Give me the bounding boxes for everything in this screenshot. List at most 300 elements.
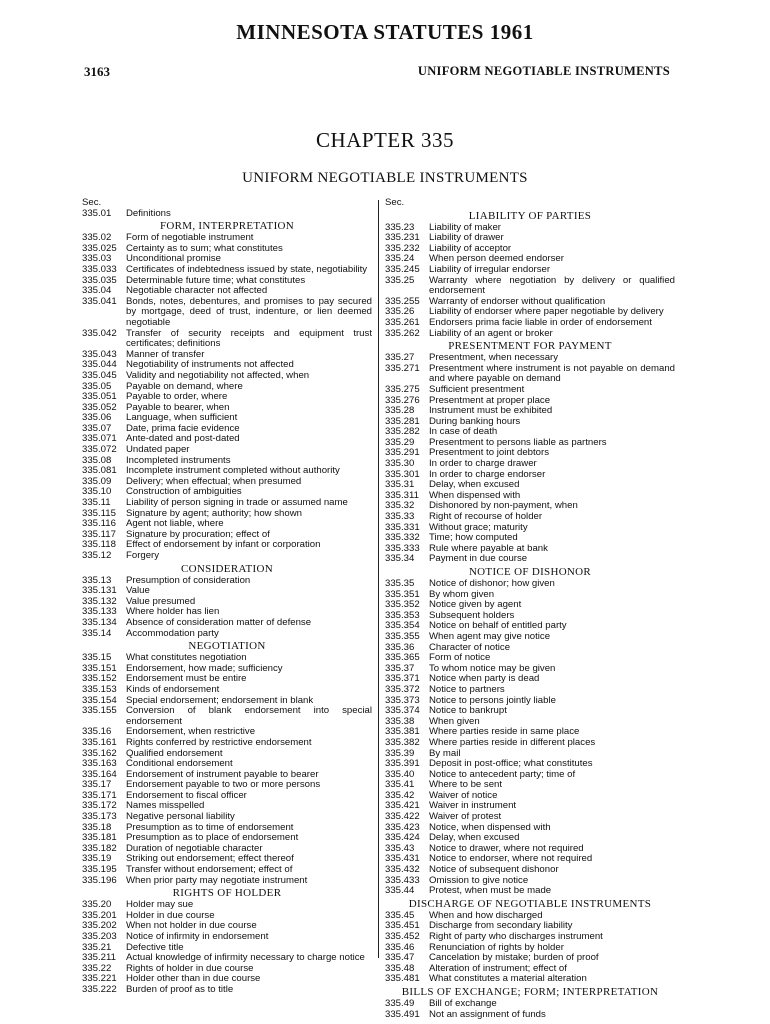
section-number: 335.171 <box>82 789 117 801</box>
section-title: Undated paper <box>126 444 190 456</box>
section-number: 335.173 <box>82 811 117 823</box>
section-number: 335.13 <box>82 574 112 586</box>
section-title: Notice, when dispensed with <box>429 821 551 833</box>
section-number: 335.118 <box>82 539 116 551</box>
section-number: 335.432 <box>385 864 420 876</box>
toc-entry <box>385 579 675 590</box>
section-title: What constitutes a material alteration <box>429 973 587 985</box>
section-number: 335.202 <box>82 920 117 932</box>
section-title: When dispensed with <box>429 489 521 501</box>
section-title: When person deemed endorser <box>429 253 564 265</box>
section-number: 335.133 <box>82 606 117 618</box>
section-number: 335.352 <box>385 599 420 611</box>
toc-entry <box>82 932 372 943</box>
section-number: 335.35 <box>385 578 415 589</box>
section-title: Renunciation of rights by holder <box>429 941 564 953</box>
section-title: Language, when sufficient <box>126 412 238 424</box>
section-number: 335.255 <box>385 295 420 307</box>
toc-entry <box>385 632 675 643</box>
section-number: 335.06 <box>82 412 112 424</box>
section-number: 335.203 <box>82 931 117 942</box>
section-title: Transfer of security receipts and equipment trust certificates; definitions <box>126 327 372 350</box>
running-head: MINNESOTA STATUTES 1961 <box>236 20 534 44</box>
section-number: 335.163 <box>82 758 117 770</box>
toc-entry <box>82 706 372 727</box>
section-number: 335.132 <box>82 595 117 607</box>
toc-entry <box>385 999 675 1010</box>
chapter-subtitle: UNIFORM NEGOTIABLE INSTRUMENTS <box>242 170 528 186</box>
section-title: Presumption as to time of endorsement <box>126 821 294 833</box>
section-title: By whom given <box>429 588 495 600</box>
section-number: 335.18 <box>82 821 112 833</box>
section-number: 335.081 <box>82 465 117 477</box>
section-title: Liability of person signing in trade or assumed name <box>126 497 348 509</box>
section-number: 335.117 <box>82 528 116 540</box>
section-number: 335.131 <box>82 585 117 597</box>
section-number: 335.275 <box>385 383 420 395</box>
section-number: 335.32 <box>385 500 415 512</box>
section-title: Certainty as to sum; what constitutes <box>126 242 283 254</box>
section-number: 335.431 <box>385 853 420 865</box>
section-number: 335.355 <box>385 630 420 642</box>
section-number: 335.46 <box>385 941 415 953</box>
section-title: Right of recourse of holder <box>429 511 543 523</box>
section-title: Payable to bearer, when <box>126 401 230 413</box>
section-title: Construction of ambiguities <box>126 486 242 498</box>
section-number: 335.221 <box>82 973 117 985</box>
section-number: 335.391 <box>385 758 420 770</box>
section-number: 335.351 <box>385 588 420 600</box>
section-title: Presentment to persons liable as partners <box>429 436 607 448</box>
section-title: Waiver of notice <box>429 789 498 801</box>
section-number: 335.422 <box>385 811 420 823</box>
section-title: Where holder has lien <box>126 606 220 618</box>
section-title: Presumption as to place of endorsement <box>126 832 299 844</box>
section-number: 335.071 <box>82 433 117 445</box>
section-title: During banking hours <box>429 415 521 427</box>
section-title: Without grace; maturity <box>429 521 528 533</box>
section-number: 335.196 <box>82 874 117 886</box>
section-number: 335.373 <box>385 694 420 706</box>
section-title: Protest, when must be made <box>429 885 552 897</box>
toc-entry <box>385 265 675 276</box>
section-title: Payment in due course <box>429 553 528 565</box>
section-title: Time; how computed <box>429 532 518 544</box>
section-title: Where parties reside in same place <box>429 726 580 738</box>
section-title: Rights of holder in due course <box>126 962 254 974</box>
section-number: 335.02 <box>82 232 112 244</box>
section-title: Payable to order, where <box>126 391 228 403</box>
section-title: Endorsement payable to two or more persons <box>126 779 321 791</box>
toc-entry <box>385 385 675 396</box>
toc-group-heading: LIABILITY OF PARTIES <box>468 209 592 222</box>
section-title: Delivery; when effectual; when presumed <box>126 475 302 487</box>
section-title: Rule where payable at bank <box>429 542 548 554</box>
section-title: Subsequent holders <box>429 609 515 621</box>
section-title: Where to be sent <box>429 779 503 791</box>
section-number: 335.311 <box>385 489 419 501</box>
toc-entry <box>385 276 675 297</box>
section-title: Accommodation party <box>126 627 219 639</box>
section-title: Where parties reside in different places <box>429 736 596 748</box>
section-title: When agent may give notice <box>429 630 551 642</box>
section-number: 335.232 <box>385 242 420 254</box>
section-number: 335.40 <box>385 768 415 780</box>
section-title: Warranty where negotiation by delivery or qualified endorsement <box>429 274 675 297</box>
section-title: Notice of dishonor; how given <box>429 578 555 589</box>
section-number: 335.332 <box>385 532 420 544</box>
section-title: Liability of acceptor <box>429 242 512 254</box>
section-number: 335.49 <box>385 997 415 1009</box>
section-number: 335.042 <box>82 327 117 339</box>
section-title: Notice when party is dead <box>429 673 540 685</box>
toc-entry <box>385 1010 675 1021</box>
section-number: 335.01 <box>82 207 112 219</box>
section-title: Instrument must be exhibited <box>429 405 553 417</box>
toc-left-column <box>82 198 372 996</box>
toc-entry <box>82 876 372 887</box>
section-number: 335.282 <box>385 426 420 438</box>
section-number: 335.153 <box>82 683 117 695</box>
section-title: In case of death <box>429 426 498 438</box>
section-title: Qualified endorsement <box>126 747 223 759</box>
toc-entry <box>82 685 372 696</box>
toc-entry <box>82 297 372 329</box>
section-title: Date, prima facie evidence <box>126 422 240 434</box>
section-title: Signature by procuration; effect of <box>126 528 270 540</box>
section-title: When not holder in due course <box>126 920 257 932</box>
section-title: Notice of infirmity in endorsement <box>126 931 269 942</box>
section-title: Defective title <box>126 941 184 953</box>
section-number: 335.155 <box>82 705 117 717</box>
section-title: Notice of subsequent dishonor <box>429 864 559 876</box>
sec-label: Sec. <box>385 197 405 208</box>
section-title: Alteration of instrument; effect of <box>429 962 567 974</box>
section-title: Endorsement to fiscal officer <box>126 789 247 801</box>
section-title: Definitions <box>126 207 171 219</box>
section-title: Duration of negotiable character <box>126 842 263 854</box>
section-title: Notice to persons jointly liable <box>429 694 556 706</box>
section-title: Forgery <box>126 550 160 561</box>
section-number: 335.072 <box>82 444 117 456</box>
toc-entry <box>385 364 675 385</box>
section-title: In order to charge drawer <box>429 458 537 470</box>
section-title: In order to charge endorser <box>429 468 546 480</box>
section-title: Waiver of protest <box>429 811 502 823</box>
section-number: 335.301 <box>385 468 420 480</box>
section-number: 335.04 <box>82 285 112 297</box>
section-title: Notice to drawer, where not required <box>429 842 584 854</box>
toc-entry <box>82 629 372 640</box>
section-title: Endorsement, when restrictive <box>126 726 256 738</box>
section-number: 335.42 <box>385 789 415 801</box>
section-number: 335.161 <box>82 736 117 748</box>
section-number: 335.28 <box>385 405 415 417</box>
section-number: 335.381 <box>385 726 420 738</box>
section-number: 335.12 <box>82 550 112 561</box>
section-title: Unconditional promise <box>126 253 221 265</box>
toc-right-column <box>385 198 675 1020</box>
section-title: What constitutes negotiation <box>126 652 247 664</box>
section-title: Burden of proof as to title <box>126 983 234 995</box>
section-number: 335.181 <box>82 832 117 844</box>
section-number: 335.134 <box>82 616 117 628</box>
section-number: 335.152 <box>82 673 117 685</box>
toc-entry <box>385 329 675 340</box>
section-number: 335.21 <box>82 941 112 953</box>
section-title: Presentment at proper place <box>429 394 551 406</box>
section-number: 335.45 <box>385 909 415 921</box>
toc-group-heading: RIGHTS OF HOLDER <box>172 887 282 900</box>
section-title: Signature by agent; authority; how shown <box>126 507 302 519</box>
section-title: Holder may sue <box>126 899 194 911</box>
section-title: Sufficient presentment <box>429 383 525 395</box>
toc-group-heading: CONSIDERATION <box>181 562 273 575</box>
section-number: 335.39 <box>385 747 415 759</box>
toc-entry <box>385 974 675 985</box>
section-number: 335.231 <box>385 232 420 244</box>
toc-group-heading: FORM, INTERPRETATION <box>159 220 295 233</box>
section-number: 335.481 <box>385 973 420 985</box>
section-title: Endorsement must be entire <box>126 673 247 685</box>
section-title: Deposit in post-office; what constitutes <box>429 758 593 770</box>
section-title: Striking out endorsement; effect thereof <box>126 853 294 865</box>
section-title: Manner of transfer <box>126 348 205 360</box>
section-number: 335.27 <box>385 352 415 364</box>
section-title: Negotiable character not affected <box>126 285 268 297</box>
section-number: 335.035 <box>82 274 117 286</box>
section-title: Negative personal liability <box>126 811 235 823</box>
section-number: 335.353 <box>385 609 420 621</box>
section-title: To whom notice may be given <box>429 662 556 674</box>
section-number: 335.162 <box>82 747 117 759</box>
section-title: Names misspelled <box>126 800 205 812</box>
section-title: Presentment, when necessary <box>429 352 559 364</box>
section-number: 335.16 <box>82 726 112 738</box>
section-title: Notice on behalf of entitled party <box>429 620 567 632</box>
section-title: Right of party who discharges instrument <box>429 931 603 942</box>
section-title: Effect of endorsement by infant or corporation <box>126 539 321 551</box>
section-title: Liability of drawer <box>429 232 504 244</box>
section-title: Liability of endorser where paper negotiable by delivery <box>429 306 664 318</box>
section-number: 335.052 <box>82 401 117 413</box>
section-number: 335.222 <box>82 983 117 995</box>
section-title: When given <box>429 715 480 727</box>
section-title: Absence of consideration matter of defense <box>126 616 312 628</box>
chapter-title: CHAPTER 335 <box>316 128 454 152</box>
section-number: 335.291 <box>385 447 420 459</box>
section-number: 335.374 <box>385 705 420 717</box>
section-title: Endorsers prima facie liable in order of endorsement <box>429 316 652 328</box>
section-title: Validity and negotiability not affected, when <box>126 369 310 381</box>
section-title: Value presumed <box>126 595 196 607</box>
section-number: 335.07 <box>82 422 112 434</box>
toc-group-heading: NEGOTIATION <box>188 640 266 653</box>
section-title: Transfer without endorsement; effect of <box>126 864 293 876</box>
section-title: Kinds of endorsement <box>126 683 220 695</box>
section-number: 335.261 <box>385 316 420 328</box>
section-number: 335.10 <box>82 486 112 498</box>
section-number: 335.03 <box>82 253 112 265</box>
section-number: 335.08 <box>82 454 112 466</box>
section-number: 335.151 <box>82 662 117 674</box>
section-number: 335.382 <box>385 736 420 748</box>
section-title: Determinable future time; what constitutes <box>126 274 306 286</box>
section-title: Presentment to joint debtors <box>429 447 549 459</box>
section-title: Actual knowledge of infirmity necessary to charge notice <box>126 952 365 964</box>
section-title: Not an assignment of funds <box>429 1008 546 1020</box>
section-number: 335.211 <box>82 952 116 964</box>
section-title: Negotiability of instruments not affected <box>126 359 294 371</box>
section-number: 335.421 <box>385 800 420 812</box>
toc-entry <box>82 738 372 749</box>
toc-group-heading: NOTICE OF DISHONOR <box>468 566 592 578</box>
section-number: 335.05 <box>82 380 112 392</box>
section-number: 335.33 <box>385 511 415 523</box>
section-number: 335.281 <box>385 415 420 427</box>
section-title: Holder in due course <box>126 909 215 921</box>
section-title: Character of notice <box>429 641 511 653</box>
section-title: Endorsement, how made; sufficiency <box>126 662 283 674</box>
toc-entry <box>82 371 372 382</box>
section-number: 335.25 <box>385 274 415 286</box>
section-number: 335.182 <box>82 842 117 854</box>
section-number: 335.271 <box>385 362 420 374</box>
section-title: Endorsement of instrument payable to bearer <box>126 768 319 780</box>
section-title: Form of negotiable instrument <box>126 232 254 244</box>
section-number: 335.22 <box>82 962 112 974</box>
section-number: 335.371 <box>385 673 420 685</box>
section-title: Presumption of consideration <box>126 574 251 586</box>
section-number: 335.30 <box>385 458 415 470</box>
section-number: 335.262 <box>385 327 420 339</box>
section-number: 335.26 <box>385 306 415 318</box>
section-title: Notice given by agent <box>429 599 522 611</box>
section-title: Conditional endorsement <box>126 758 233 770</box>
section-title: Agent not liable, where <box>126 518 224 530</box>
section-head: UNIFORM NEGOTIABLE INSTRUMENTS <box>417 64 670 78</box>
section-title: Liability of an agent or broker <box>429 327 553 339</box>
section-number: 335.423 <box>385 821 420 833</box>
sec-label: Sec. <box>82 197 102 208</box>
section-number: 335.033 <box>82 263 117 275</box>
toc-entry <box>385 738 675 749</box>
section-number: 335.424 <box>385 832 420 844</box>
section-number: 335.331 <box>385 521 420 533</box>
section-number: 335.43 <box>385 842 415 854</box>
section-title: Special endorsement; endorsement in blank <box>126 694 314 706</box>
section-title: Certificates of indebtedness issued by state, negotiability <box>126 263 368 275</box>
section-number: 335.29 <box>385 436 415 448</box>
section-title: Incompleted instruments <box>126 454 231 466</box>
toc-entry <box>82 265 372 276</box>
section-title: Notice to endorser, where not required <box>429 853 593 865</box>
section-title: Delay, when excused <box>429 479 520 491</box>
section-title: Form of notice <box>429 652 491 664</box>
page-number: 3163 <box>84 64 110 79</box>
toc-entry <box>82 551 372 562</box>
toc-entry <box>82 618 372 629</box>
section-number: 335.365 <box>385 652 420 664</box>
section-number: 335.372 <box>385 683 420 695</box>
toc-group-heading: DISCHARGE OF NEGOTIABLE INSTRUMENTS <box>408 897 652 910</box>
section-number: 335.38 <box>385 715 415 727</box>
section-number: 335.24 <box>385 253 415 265</box>
section-number: 335.041 <box>82 295 117 307</box>
column-divider <box>378 200 379 958</box>
section-title: Rights conferred by restrictive endorsement <box>126 736 312 748</box>
section-number: 335.045 <box>82 369 117 381</box>
toc-entry <box>385 318 675 329</box>
section-number: 335.043 <box>82 348 117 360</box>
section-number: 335.41 <box>385 779 415 791</box>
section-number: 335.276 <box>385 394 420 406</box>
toc-entry <box>82 209 372 220</box>
section-number: 335.15 <box>82 652 112 664</box>
section-title: Warranty of endorser without qualification <box>429 295 606 307</box>
section-number: 335.23 <box>385 221 415 233</box>
toc-group-heading: BILLS OF EXCHANGE; FORM; INTERPRETATION <box>401 985 659 998</box>
section-title: Discharge from secondary liability <box>429 920 573 932</box>
section-title: When prior party may negotiate instrument <box>126 874 308 886</box>
section-title: Conversion of blank endorsement into special endorsement <box>126 705 372 727</box>
section-number: 335.48 <box>385 962 415 974</box>
section-number: 335.47 <box>385 952 415 964</box>
section-number: 335.164 <box>82 768 117 780</box>
section-title: Incomplete instrument completed without authority <box>126 465 340 477</box>
section-number: 335.115 <box>82 507 116 519</box>
toc-entry <box>82 329 372 350</box>
section-number: 335.14 <box>82 627 112 639</box>
section-title: Notice to partners <box>429 683 505 695</box>
section-number: 335.195 <box>82 864 117 876</box>
section-title: Holder other than in due course <box>126 973 261 985</box>
section-number: 335.116 <box>82 518 116 530</box>
section-title: Notice to bankrupt <box>429 705 507 717</box>
section-title: By mail <box>429 747 461 759</box>
section-title: Bonds, notes, debentures, and promises to pay secured by mortgage, deed of trust, indenture, or lien deemed negotiable <box>126 295 372 328</box>
section-title: Ante-dated and post-dated <box>126 433 240 445</box>
section-title: Dishonored by non-payment, when <box>429 500 578 512</box>
section-number: 335.11 <box>82 497 111 509</box>
section-number: 335.36 <box>385 641 415 653</box>
toc-group-heading: PRESENTMENT FOR PAYMENT <box>448 340 612 353</box>
section-title: Value <box>126 585 150 597</box>
section-number: 335.34 <box>385 553 415 565</box>
section-number: 335.09 <box>82 475 112 487</box>
section-title: Presentment where instrument is not payable on demand and where payable on demand <box>429 362 675 385</box>
toc-entry <box>385 685 675 696</box>
section-number: 335.20 <box>82 899 112 911</box>
section-number: 335.17 <box>82 779 112 791</box>
section-number: 335.452 <box>385 931 420 942</box>
section-number: 335.433 <box>385 874 420 886</box>
section-title: Liability of irregular endorser <box>429 263 551 275</box>
toc-entry <box>385 554 675 565</box>
section-title: Bill of exchange <box>429 997 497 1009</box>
toc-entry <box>385 932 675 943</box>
toc-entry <box>82 985 372 996</box>
section-title: When and how discharged <box>429 909 543 921</box>
section-number: 335.333 <box>385 542 420 554</box>
section-title: Cancelation by mistake; burden of proof <box>429 952 599 964</box>
section-number: 335.201 <box>82 909 117 921</box>
section-title: Omission to give notice <box>429 874 529 886</box>
section-number: 335.354 <box>385 620 420 632</box>
section-title: Notice to antecedent party; time of <box>429 768 576 780</box>
section-title: Waiver in instrument <box>429 800 517 812</box>
toc-entry <box>385 886 675 897</box>
